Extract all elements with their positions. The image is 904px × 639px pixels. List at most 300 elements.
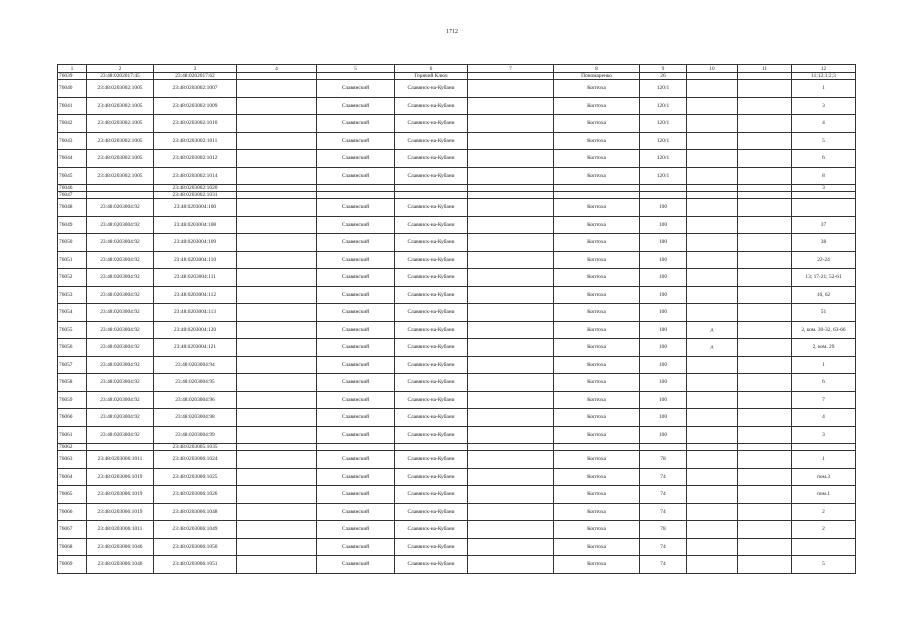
table-cell-col-2: 23:48:0203006:1046 — [87, 556, 154, 574]
column-header-11: 11 — [738, 65, 792, 73]
table-cell-col-7 — [468, 115, 554, 133]
table-cell-col-9: 120/1 — [640, 167, 687, 185]
table-cell-col-5 — [317, 73, 395, 80]
table-row — [58, 80, 856, 98]
table-cell-col-9: 100 — [640, 356, 687, 374]
table-row — [58, 132, 856, 150]
table-cell-col-4 — [237, 556, 317, 574]
table-cell-col-5: Славянский — [317, 216, 395, 234]
table-cell-col-11 — [738, 356, 792, 374]
table-row — [58, 356, 856, 374]
table-cell-col-12 — [792, 192, 856, 199]
table-cell-col-6: Славянск-на-Кубани — [395, 199, 468, 217]
table-cell-col-12: 51 — [792, 304, 856, 322]
table-cell-col-12: 1 — [792, 356, 856, 374]
table-cell-col-5: Славянский — [317, 503, 395, 521]
table-row — [58, 391, 856, 409]
table-cell-col-7 — [468, 73, 554, 80]
table-cell-col-8: Коптоха — [554, 80, 640, 98]
column-header-12: 12 — [792, 65, 856, 73]
table-cell-col-2: 23:48:0203004:92 — [87, 356, 154, 374]
table-cell-col-12: 38 — [792, 234, 856, 252]
table-cell-col-6: Славянск-на-Кубани — [395, 556, 468, 574]
table-cell-col-4 — [237, 269, 317, 287]
table-cell-col-4 — [237, 73, 317, 80]
table-cell-col-6: Славянск-на-Кубани — [395, 167, 468, 185]
table-cell-col-4 — [237, 468, 317, 486]
table-cell-col-8: Коптоха — [554, 251, 640, 269]
table-cell-col-4 — [237, 339, 317, 357]
table-cell-col-2: 23:48:0203004:92 — [87, 409, 154, 427]
table-cell-col-11 — [738, 339, 792, 357]
table-cell-col-11 — [738, 468, 792, 486]
table-cell-col-7 — [468, 468, 554, 486]
table-cell-col-7 — [468, 321, 554, 339]
table-cell-col-2: 23:48:0203004:92 — [87, 321, 154, 339]
table-cell-col-7 — [468, 251, 554, 269]
table-cell-col-2: 23:48:0203006:1011 — [87, 521, 154, 539]
table-cell-col-5 — [317, 192, 395, 199]
table-cell-col-3: 23:48:0203004:108 — [154, 216, 237, 234]
table-cell-col-8: Коптоха — [554, 339, 640, 357]
table-cell-col-4 — [237, 426, 317, 444]
table-cell-col-11 — [738, 409, 792, 427]
table-cell-col-2: 23:48:0202017:45 — [87, 73, 154, 80]
table-row — [58, 286, 856, 304]
table-cell-col-5: Славянский — [317, 538, 395, 556]
table-cell-col-5: Славянский — [317, 486, 395, 504]
table-cell-col-6: Славянск-на-Кубани — [395, 150, 468, 168]
table-cell-col-4 — [237, 409, 317, 427]
table-cell-col-9: 120/1 — [640, 150, 687, 168]
table-cell-col-5: Славянский — [317, 199, 395, 217]
table-cell-col-6: Славянск-на-Кубани — [395, 216, 468, 234]
table-cell-col-11 — [738, 503, 792, 521]
table-cell-col-8: Коптоха — [554, 503, 640, 521]
table-cell-col-8: Коптоха — [554, 97, 640, 115]
table-cell-col-10 — [687, 286, 738, 304]
column-header-5: 5 — [317, 65, 395, 73]
table-cell-col-1: 76044 — [58, 150, 87, 168]
table-row — [58, 73, 856, 80]
table-cell-col-5: Славянский — [317, 451, 395, 469]
table-cell-col-12: 3 — [792, 426, 856, 444]
table-cell-col-10 — [687, 391, 738, 409]
table-row — [58, 321, 856, 339]
table-body — [58, 73, 856, 574]
table-cell-col-12 — [792, 199, 856, 217]
table-cell-col-4 — [237, 486, 317, 504]
table-cell-col-6: Славянск-на-Кубани — [395, 80, 468, 98]
table-cell-col-7 — [468, 269, 554, 287]
table-cell-col-12: 1 — [792, 80, 856, 98]
table-cell-col-4 — [237, 132, 317, 150]
table-cell-col-7 — [468, 199, 554, 217]
table-cell-col-2: 23:48:0203004:92 — [87, 339, 154, 357]
table-cell-col-8: Коптоха — [554, 538, 640, 556]
table-cell-col-5: Славянский — [317, 269, 395, 287]
table-cell-col-3: 23:48:0203006:1024 — [154, 451, 237, 469]
table-row — [58, 269, 856, 287]
table-cell-col-11 — [738, 538, 792, 556]
table-cell-col-8: Коптоха — [554, 556, 640, 574]
table-cell-col-7 — [468, 391, 554, 409]
table-cell-col-2: 23:48:0203006:1046 — [87, 538, 154, 556]
table-cell-col-9: 120/1 — [640, 97, 687, 115]
table-cell-col-1: 76042 — [58, 115, 87, 133]
table-cell-col-7 — [468, 538, 554, 556]
table-cell-col-6: Славянск-на-Кубани — [395, 321, 468, 339]
table-cell-col-11 — [738, 216, 792, 234]
table-row — [58, 409, 856, 427]
table-cell-col-3: 23:48:0202017:62 — [154, 73, 237, 80]
table-row — [58, 97, 856, 115]
table-cell-col-8: Коптоха — [554, 321, 640, 339]
table-cell-col-4 — [237, 521, 317, 539]
table-cell-col-7 — [468, 132, 554, 150]
table-cell-col-7 — [468, 234, 554, 252]
table-cell-col-11 — [738, 374, 792, 392]
table-cell-col-9: 100 — [640, 304, 687, 322]
table-cell-col-4 — [237, 374, 317, 392]
table-cell-col-9: 100 — [640, 339, 687, 357]
table-row — [58, 521, 856, 539]
table-cell-col-3: 23:48:0203002:1012 — [154, 150, 237, 168]
table-cell-col-10 — [687, 234, 738, 252]
table-cell-col-11 — [738, 132, 792, 150]
table-cell-col-3: 23:48:0203004:111 — [154, 269, 237, 287]
table-cell-col-9: 120/1 — [640, 80, 687, 98]
table-cell-col-5: Славянский — [317, 286, 395, 304]
table-cell-col-7 — [468, 150, 554, 168]
table-cell-col-2: 23:48:0203006:1019 — [87, 503, 154, 521]
table-cell-col-8: Коптоха — [554, 150, 640, 168]
table-cell-col-1: 76068 — [58, 538, 87, 556]
table-cell-col-5: Славянский — [317, 304, 395, 322]
table-cell-col-2: 23:48:0203004:92 — [87, 374, 154, 392]
table-cell-col-3: 23:48:0203004:98 — [154, 409, 237, 427]
table-cell-col-10 — [687, 409, 738, 427]
table-cell-col-5 — [317, 444, 395, 451]
table-cell-col-12: 5 — [792, 132, 856, 150]
table-cell-col-2: 23:48:0203002:1005 — [87, 150, 154, 168]
table-row — [58, 556, 856, 574]
table-cell-col-2: 23:48:0203004:92 — [87, 391, 154, 409]
table-cell-col-8: Коптоха — [554, 199, 640, 217]
table-cell-col-4 — [237, 115, 317, 133]
table-cell-col-5: Славянский — [317, 167, 395, 185]
table-cell-col-6: Славянск-на-Кубани — [395, 374, 468, 392]
table-cell-col-11 — [738, 251, 792, 269]
table-cell-col-1: 76062 — [58, 444, 87, 451]
table-cell-col-8: Коптоха — [554, 132, 640, 150]
table-cell-col-4 — [237, 97, 317, 115]
table-cell-col-8: Коптоха — [554, 234, 640, 252]
table-cell-col-10 — [687, 216, 738, 234]
table-cell-col-1: 76043 — [58, 132, 87, 150]
table-cell-col-1: 76064 — [58, 468, 87, 486]
table-cell-col-5: Славянский — [317, 321, 395, 339]
table-cell-col-5: Славянский — [317, 234, 395, 252]
table-cell-col-8: Коптоха — [554, 374, 640, 392]
table-cell-col-3: 23:48:0203004:109 — [154, 234, 237, 252]
table-cell-col-10: д — [687, 321, 738, 339]
table-cell-col-9: 100 — [640, 426, 687, 444]
table-cell-col-11 — [738, 73, 792, 80]
table-cell-col-1: 76053 — [58, 286, 87, 304]
table-cell-col-6 — [395, 192, 468, 199]
table-cell-col-11 — [738, 426, 792, 444]
table-cell-col-1: 76045 — [58, 167, 87, 185]
table-cell-col-2: 23:48:0203004:92 — [87, 216, 154, 234]
table-cell-col-12: 2 — [792, 503, 856, 521]
table-cell-col-4 — [237, 199, 317, 217]
table-cell-col-9: 74 — [640, 556, 687, 574]
table-cell-col-11 — [738, 150, 792, 168]
table-cell-col-11 — [738, 167, 792, 185]
table-row — [58, 426, 856, 444]
table-cell-col-7 — [468, 192, 554, 199]
table-cell-col-10 — [687, 150, 738, 168]
table-cell-col-11 — [738, 192, 792, 199]
table-cell-col-12: пом.3 — [792, 468, 856, 486]
table-cell-col-12: 7 — [792, 391, 856, 409]
table-row — [58, 167, 856, 185]
table-cell-col-12: 11;12;1;2;3 — [792, 73, 856, 80]
table-cell-col-8: Коптоха — [554, 409, 640, 427]
table-cell-col-8: Коптоха — [554, 486, 640, 504]
table-cell-col-3: 23:48:0203002:1009 — [154, 97, 237, 115]
table-cell-col-8: Пономаренко — [554, 73, 640, 80]
table-cell-col-9: 74 — [640, 486, 687, 504]
table-cell-col-12: 2, ком. 30-32, 63-66 — [792, 321, 856, 339]
table-cell-col-6: Славянск-на-Кубани — [395, 115, 468, 133]
table-cell-col-5: Славянский — [317, 391, 395, 409]
table-row — [58, 216, 856, 234]
table-cell-col-1: 76047 — [58, 192, 87, 199]
table-cell-col-12: 4 — [792, 115, 856, 133]
table-cell-col-7 — [468, 409, 554, 427]
table-cell-col-12: 2 — [792, 521, 856, 539]
table-cell-col-9: 74 — [640, 468, 687, 486]
table-cell-col-5: Славянский — [317, 556, 395, 574]
table-cell-col-9: 100 — [640, 269, 687, 287]
table-cell-col-10 — [687, 503, 738, 521]
table-cell-col-3: 23:48:0203006:1050 — [154, 538, 237, 556]
table-cell-col-10 — [687, 199, 738, 217]
table-cell-col-5: Славянский — [317, 409, 395, 427]
column-header-9: 9 — [640, 65, 687, 73]
table-cell-col-10 — [687, 73, 738, 80]
table-cell-col-2: 23:48:0203002:1005 — [87, 80, 154, 98]
table-cell-col-4 — [237, 356, 317, 374]
table-cell-col-6: Славянск-на-Кубани — [395, 234, 468, 252]
table-cell-col-1: 76052 — [58, 269, 87, 287]
table-cell-col-11 — [738, 269, 792, 287]
table-row — [58, 150, 856, 168]
table-cell-col-1: 76041 — [58, 97, 87, 115]
table-cell-col-9: 100 — [640, 199, 687, 217]
table-cell-col-4 — [237, 216, 317, 234]
table-cell-col-2 — [87, 185, 154, 192]
table-cell-col-4 — [237, 192, 317, 199]
table-cell-col-12: пом.1 — [792, 486, 856, 504]
table-cell-col-12: 4 — [792, 409, 856, 427]
table-cell-col-11 — [738, 391, 792, 409]
table-cell-col-11 — [738, 451, 792, 469]
table-cell-col-10 — [687, 538, 738, 556]
column-header-3: 3 — [154, 65, 237, 73]
table-cell-col-3: 23:48:0203004:120 — [154, 321, 237, 339]
table-cell-col-4 — [237, 150, 317, 168]
table-cell-col-5: Славянский — [317, 97, 395, 115]
table-cell-col-10 — [687, 374, 738, 392]
table-cell-col-11 — [738, 444, 792, 451]
table-cell-col-3: 23:48:0203004:99 — [154, 426, 237, 444]
table-cell-col-2: 23:48:0203006:1019 — [87, 486, 154, 504]
table-cell-col-5: Славянский — [317, 374, 395, 392]
table-cell-col-2: 23:48:0203004:92 — [87, 286, 154, 304]
table-cell-col-9: 100 — [640, 216, 687, 234]
table-row — [58, 444, 856, 451]
table-cell-col-8: Коптоха — [554, 115, 640, 133]
table-row — [58, 185, 856, 192]
table-cell-col-7 — [468, 374, 554, 392]
table-cell-col-1: 76063 — [58, 451, 87, 469]
table-cell-col-11 — [738, 304, 792, 322]
table-cell-col-10 — [687, 192, 738, 199]
table-cell-col-11 — [738, 97, 792, 115]
table-cell-col-4 — [237, 503, 317, 521]
table-cell-col-6: Славянск-на-Кубани — [395, 521, 468, 539]
table-cell-col-1: 76054 — [58, 304, 87, 322]
table-cell-col-12: 5 — [792, 556, 856, 574]
table-cell-col-11 — [738, 80, 792, 98]
table-cell-col-4 — [237, 304, 317, 322]
table-cell-col-9: 100 — [640, 234, 687, 252]
table-cell-col-3: 23:48:0203006:1025 — [154, 468, 237, 486]
table-cell-col-2: 23:48:0203002:1005 — [87, 132, 154, 150]
table-cell-col-11 — [738, 199, 792, 217]
table-cell-col-11 — [738, 185, 792, 192]
table-cell-col-8: Коптоха — [554, 304, 640, 322]
table-cell-col-6: Славянск-на-Кубани — [395, 269, 468, 287]
table-cell-col-4 — [237, 286, 317, 304]
table-cell-col-8 — [554, 192, 640, 199]
column-header-7: 7 — [468, 65, 554, 73]
table-cell-col-4 — [237, 321, 317, 339]
table-cell-col-10 — [687, 468, 738, 486]
column-header-8: 8 — [554, 65, 640, 73]
table-cell-col-3: 23:48:0203002:1011 — [154, 132, 237, 150]
table-cell-col-7 — [468, 451, 554, 469]
column-header-4: 4 — [237, 65, 317, 73]
registry-table — [57, 64, 856, 574]
table-cell-col-9: 74 — [640, 538, 687, 556]
table-cell-col-2: 23:48:0203002:1005 — [87, 115, 154, 133]
table-cell-col-1: 76059 — [58, 391, 87, 409]
table-cell-col-3: 23:48:0203004:94 — [154, 356, 237, 374]
table-cell-col-10 — [687, 115, 738, 133]
table-row — [58, 339, 856, 357]
table-cell-col-7 — [468, 556, 554, 574]
table-cell-col-3: 23:48:0203004:121 — [154, 339, 237, 357]
table-cell-col-5: Славянский — [317, 426, 395, 444]
table-cell-col-9: 100 — [640, 286, 687, 304]
table-cell-col-12: 13; 17-21; 52-61 — [792, 269, 856, 287]
table-cell-col-7 — [468, 503, 554, 521]
table-cell-col-9: 120/1 — [640, 115, 687, 133]
table-row — [58, 468, 856, 486]
table-cell-col-6: Славянск-на-Кубани — [395, 304, 468, 322]
table-cell-col-10 — [687, 426, 738, 444]
table-cell-col-12 — [792, 444, 856, 451]
table-cell-col-7 — [468, 444, 554, 451]
table-cell-col-6: Славянск-на-Кубани — [395, 409, 468, 427]
table-row — [58, 451, 856, 469]
table-cell-col-6: Славянск-на-Кубани — [395, 426, 468, 444]
table-cell-col-2 — [87, 192, 154, 199]
table-cell-col-8: Коптоха — [554, 451, 640, 469]
table-cell-col-2: 23:48:0203006:1011 — [87, 451, 154, 469]
table-cell-col-10 — [687, 556, 738, 574]
table-cell-col-9: 74 — [640, 503, 687, 521]
table-row — [58, 115, 856, 133]
table-cell-col-1: 76046 — [58, 185, 87, 192]
table-cell-col-11 — [738, 234, 792, 252]
table-cell-col-5 — [317, 185, 395, 192]
table-cell-col-6: Славянск-на-Кубани — [395, 538, 468, 556]
table-cell-col-1: 76067 — [58, 521, 87, 539]
table-cell-col-10 — [687, 521, 738, 539]
table-cell-col-1: 76065 — [58, 486, 87, 504]
table-cell-col-3: 23:48:0203005:1035 — [154, 444, 237, 451]
table-cell-col-9: 100 — [640, 374, 687, 392]
table-cell-col-11 — [738, 115, 792, 133]
table-cell-col-2: 23:48:0203004:92 — [87, 199, 154, 217]
table-cell-col-5: Славянский — [317, 132, 395, 150]
table-cell-col-11 — [738, 286, 792, 304]
table-row — [58, 486, 856, 504]
table-cell-col-1: 76040 — [58, 80, 87, 98]
table-cell-col-4 — [237, 538, 317, 556]
table-cell-col-4 — [237, 80, 317, 98]
table-cell-col-7 — [468, 185, 554, 192]
table-cell-col-3: 23:48:0203002:1007 — [154, 80, 237, 98]
page-number: 1712 — [446, 29, 458, 35]
table-cell-col-8: Коптоха — [554, 286, 640, 304]
table-cell-col-4 — [237, 234, 317, 252]
table-cell-col-1: 76056 — [58, 339, 87, 357]
table-cell-col-12: 1 — [792, 451, 856, 469]
table-cell-col-1: 76039 — [58, 73, 87, 80]
table-cell-col-10 — [687, 486, 738, 504]
table-cell-col-7 — [468, 356, 554, 374]
table-cell-col-5: Славянский — [317, 251, 395, 269]
table-cell-col-6: Славянск-на-Кубани — [395, 391, 468, 409]
table-cell-col-8: Коптоха — [554, 426, 640, 444]
table-cell-col-6 — [395, 185, 468, 192]
table-cell-col-7 — [468, 304, 554, 322]
table-cell-col-6: Славянск-на-Кубани — [395, 286, 468, 304]
table-cell-col-5: Славянский — [317, 115, 395, 133]
table-cell-col-6: Славянск-на-Кубани — [395, 251, 468, 269]
table-cell-col-5: Славянский — [317, 356, 395, 374]
table-cell-col-5: Славянский — [317, 521, 395, 539]
table-cell-col-6 — [395, 444, 468, 451]
table-cell-col-8 — [554, 185, 640, 192]
table-cell-col-2: 23:48:0203002:1005 — [87, 97, 154, 115]
